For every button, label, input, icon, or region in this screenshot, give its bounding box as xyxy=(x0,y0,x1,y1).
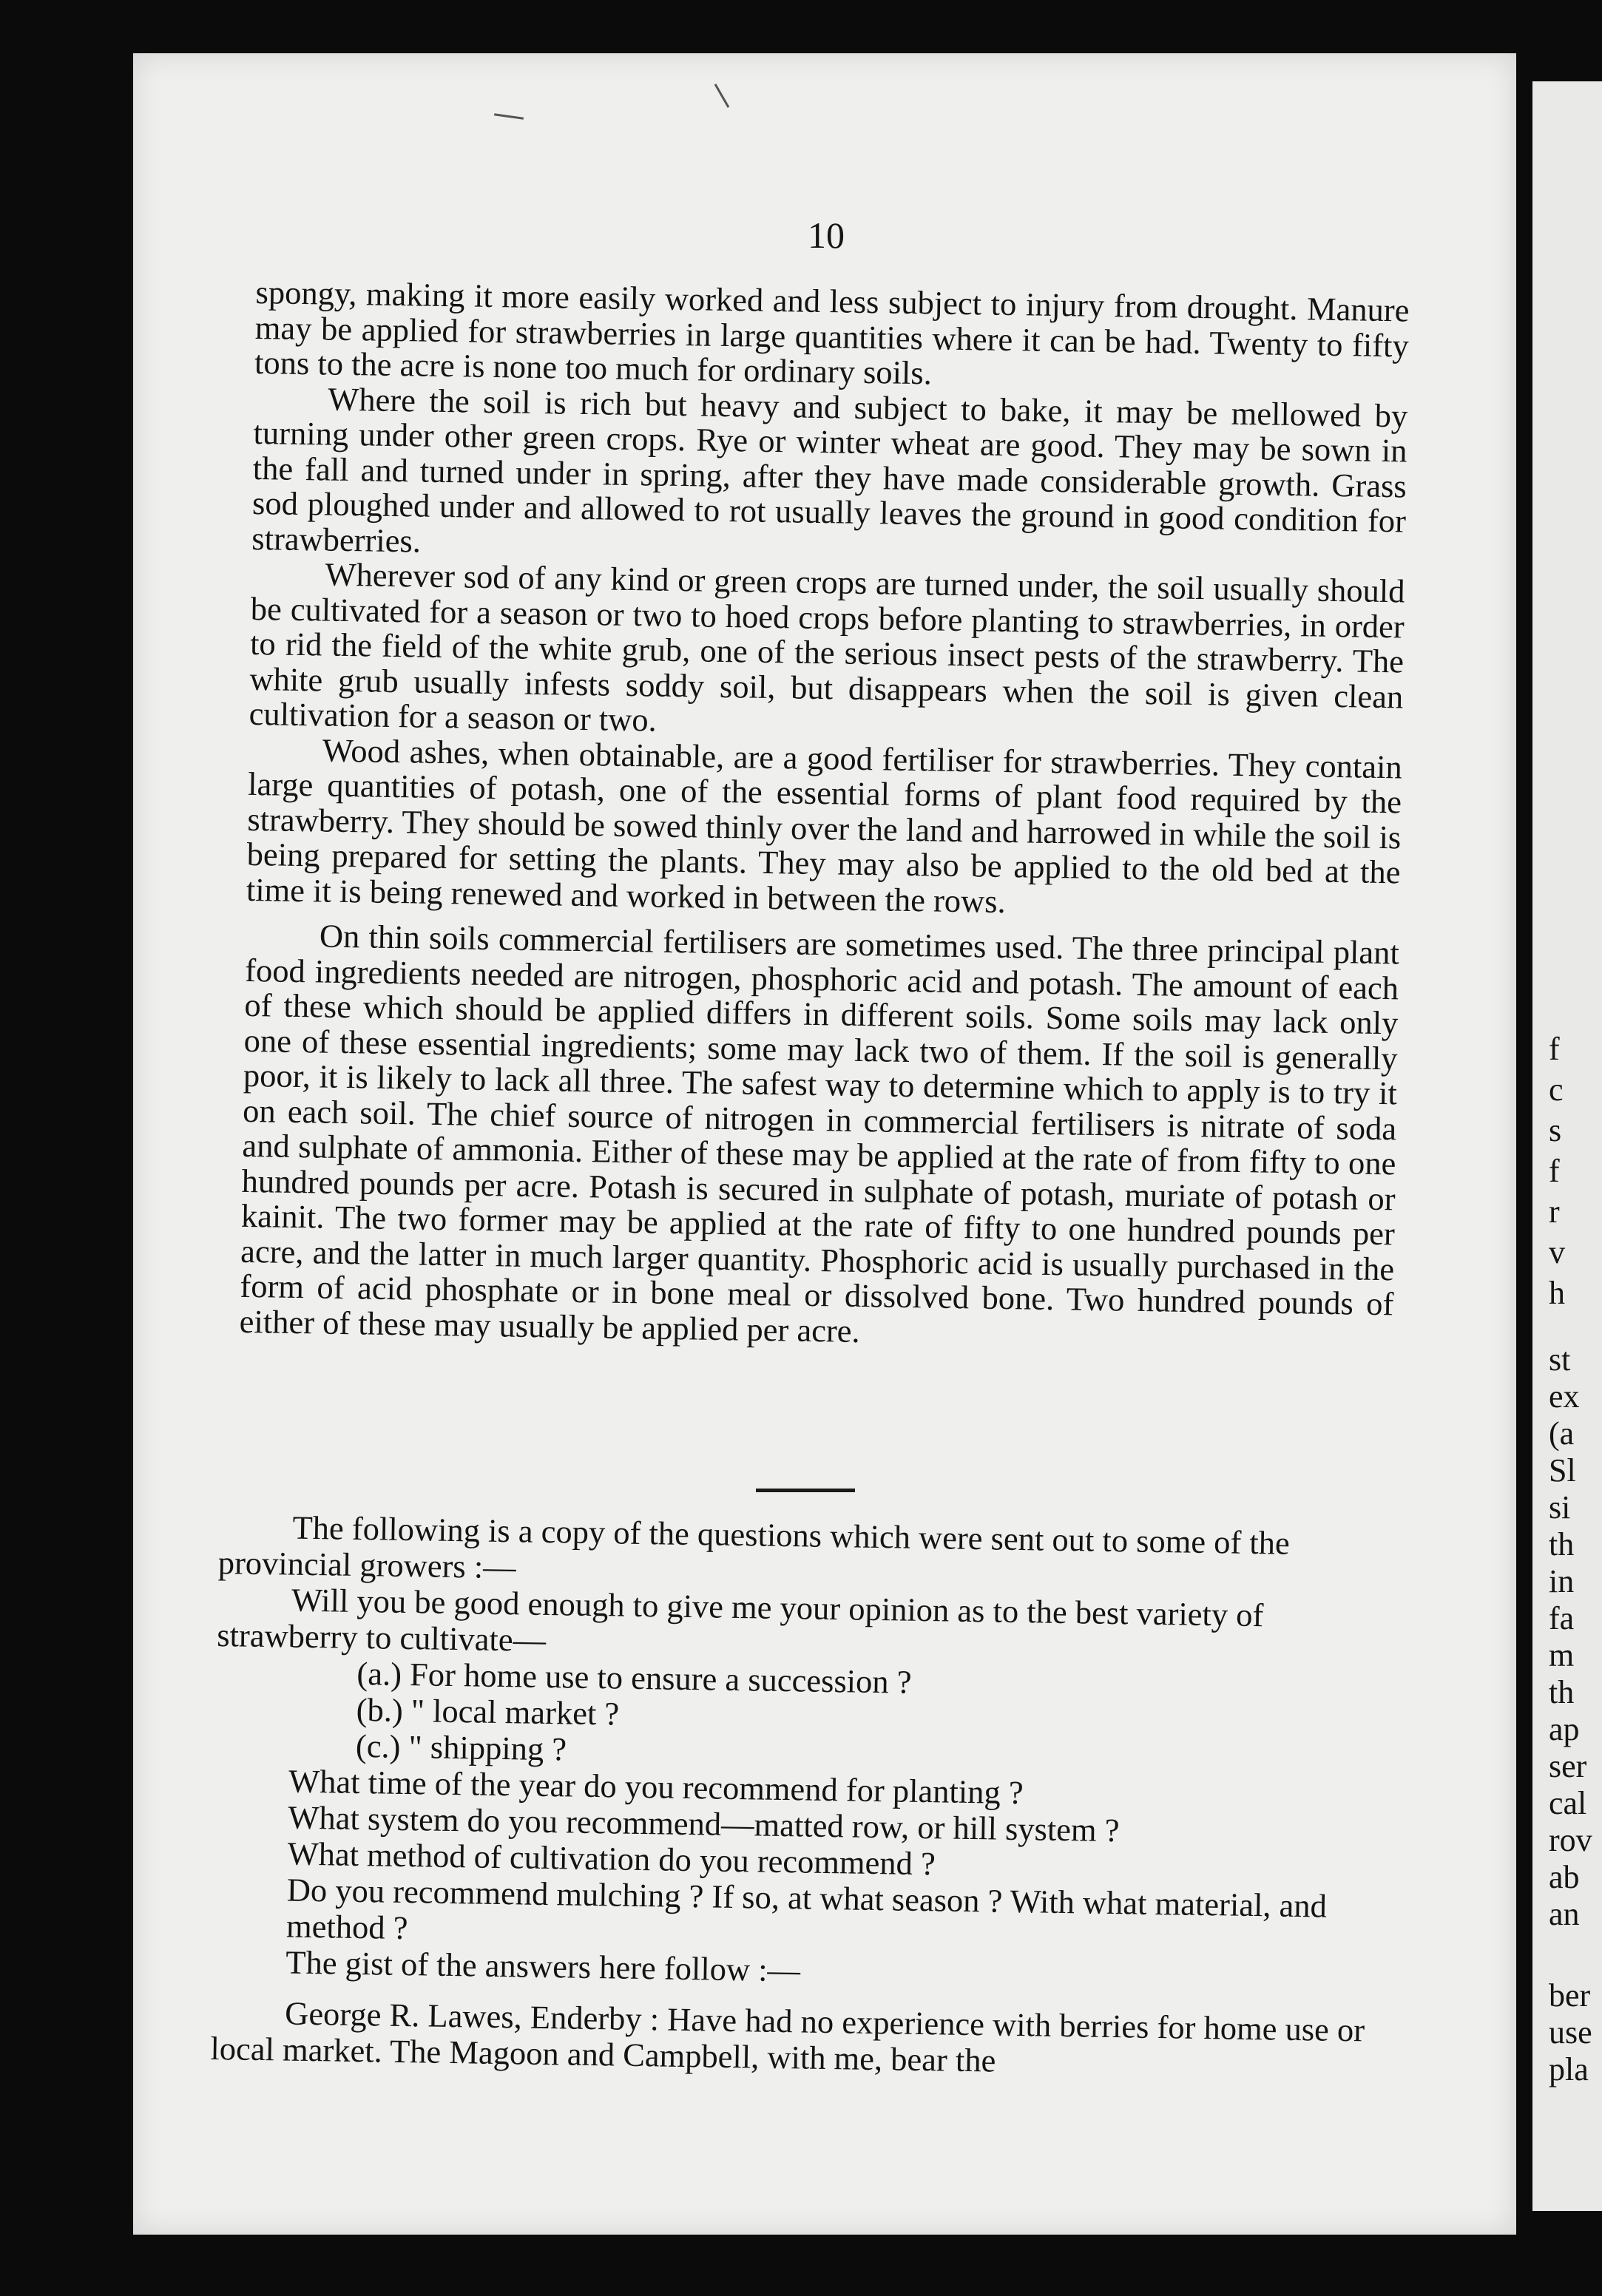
question-item-b: (b.) " local market ? xyxy=(356,1690,620,1733)
facing-page-fragment: ber xyxy=(1549,1977,1591,2014)
facing-page-fragment: (a xyxy=(1549,1415,1575,1452)
question-system: What system do you recommend—matted row, or hill system ? xyxy=(288,1798,1120,1849)
facing-page-fragment: r xyxy=(1549,1193,1560,1230)
answer-lawes: George R. Lawes, Enderby : Have had no experience with berries for home use or local market. The Magoon and Campbell, with me, bear the xyxy=(210,1994,1365,2079)
question-lead: Will you be good enough to give me your opinion as to the best variety of strawberry to cultivate— xyxy=(216,1581,1264,1659)
questions-intro: The following is a copy of the questions which were sent out to some of the provincial growers :— xyxy=(217,1508,1291,1586)
paragraph-5: On thin soils commercial fertilisers are sometimes used. The three principal plant food ingredients needed are nitrogen, phosphoric acid and potash. The amount of each of these which should be applied differs in different soils. Some soils may lack only one of these essential ingredients; some may lack two of them. If the soil is generally poor, it is likely to lack all three. The safest way to determine which to apply is to try it on each soil. The chief source of nitrogen in commercial fertilisers is nitrate of soda and sulphate of ammonia. Either of these may be applied at the rate of from fifty to one hundred pounds per acre. Potash is secured in sulphate of potash, muriate of potash or kainit. The two former may be applied at the rate of fifty to one hundred pounds per acre, and the latter in much larger quantity. Phosphoric acid is usually purchased in the form of acid phosphate or in bone meal or dissolved bone. Two hundred pounds of either of these may usually be applied per acre. xyxy=(239,917,1400,1350)
answers-intro: The gist of the answers here follow :— xyxy=(285,1943,801,1989)
question-mulching: Do you recommend mulching ? If so, at what season ? With what material, and method ? xyxy=(285,1871,1328,1947)
facing-page-fragment: v xyxy=(1549,1234,1565,1270)
facing-page-fragment: m xyxy=(1549,1637,1575,1673)
questions-section xyxy=(210,1508,1373,2085)
facing-page-fragment: f xyxy=(1549,1153,1560,1189)
facing-page-fragment: ab xyxy=(1549,1859,1580,1895)
facing-page-fragment: ap xyxy=(1549,1711,1580,1747)
paragraph-4: Wood ashes, when obtainable, are a good fertiliser for strawberries. They contain large quantities of potash, one of the essential forms of plant food required by the strawberry. They should be sowed thinly over the land and harrowed in while the soil is being prepared for setting the plants. They may also be applied to the old bed at the time it is being renewed and worked in between the rows. xyxy=(246,731,1403,920)
question-cultivation: What method of cultivation do you recommend ? xyxy=(287,1835,936,1883)
facing-page-fragment: c xyxy=(1549,1071,1564,1108)
paragraph-1: spongy, making it more easily worked and less subject to injury from drought. Manure may be applied for strawberries in large quantities where it can be had. Twenty to fifty tons to the acre is none too much for ordinary soils. xyxy=(254,274,1410,392)
facing-page-fragment: use xyxy=(1549,2014,1592,2051)
facing-page-fragment: an xyxy=(1549,1896,1580,1932)
facing-page-fragment: ex xyxy=(1549,1378,1580,1415)
facing-page-fragment: h xyxy=(1549,1275,1565,1311)
question-item-c: (c.) " shipping ? xyxy=(355,1727,567,1768)
facing-page-fragment: th xyxy=(1549,1526,1575,1562)
facing-page-fragment: s xyxy=(1549,1112,1562,1148)
facing-page-fragment: si xyxy=(1549,1489,1571,1525)
question-item-a: (a.) For home use to ensure a succession ? xyxy=(356,1654,912,1701)
facing-page-fragment: cal xyxy=(1549,1785,1587,1821)
facing-page-fragment: f xyxy=(1549,1031,1560,1067)
facing-page-fragment: pla xyxy=(1549,2051,1589,2087)
paragraph-3: Wherever sod of any kind or green crops are turned under, the soil usually should be cultivated for a season or two to hoed crops before planting to strawberries, in order to rid the field of the white grub, one of the serious insect pests of the strawberry. The white grub usually infests soddy soil, but disappears when the soil is given clean cultivation for a season or two. xyxy=(249,555,1405,739)
facing-page-fragment: Sl xyxy=(1549,1452,1576,1489)
page-number: 10 xyxy=(808,214,845,256)
question-planting-time: What time of the year do you recommend for planting ? xyxy=(288,1762,1024,1812)
paragraph-2: Where the soil is rich but heavy and subject to bake, it may be mellowed by turning under other green crops. Rye or winter wheat are good. They may be sown in the fall and turned under in spring, after they have made considerable growth. Grass sod ploughed under and allowed to rot usually leaves the ground in good condition for strawberries. xyxy=(251,380,1408,560)
facing-page-fragment: in xyxy=(1549,1563,1575,1599)
body-text xyxy=(239,275,1409,1357)
facing-page-fragment: rov xyxy=(1549,1822,1592,1858)
facing-page-fragment: fa xyxy=(1549,1600,1575,1636)
facing-page-fragment: th xyxy=(1549,1674,1575,1710)
facing-page-fragment: ser xyxy=(1549,1748,1587,1784)
facing-page-fragment: st xyxy=(1549,1341,1571,1378)
section-divider xyxy=(756,1489,855,1492)
